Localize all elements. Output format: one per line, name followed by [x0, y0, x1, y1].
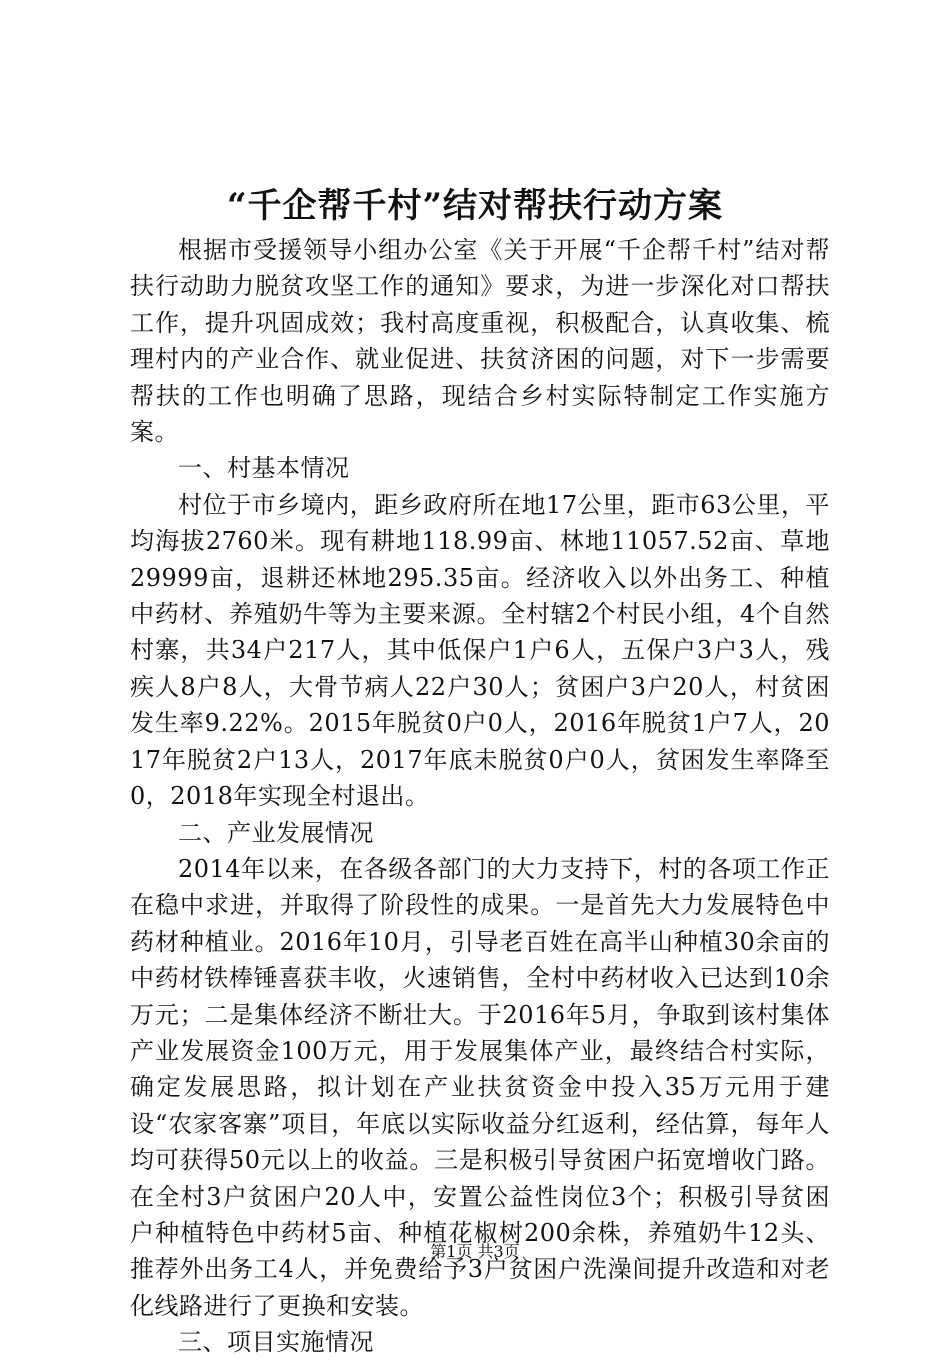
section-heading-industry: 二、产业发展情况 [178, 818, 374, 847]
section-heading-basic-info: 一、村基本情况 [178, 454, 350, 483]
section-body-basic-info: 村位于市乡境内，距乡政府所在地17公里，距市63公里，平均海拔2760米。现有耕地118.99亩、林地11057.52亩、草地29999亩，退耕还林地295.35亩。经济收入以外出务工、种植中药材、养殖奶牛等为主要来源。全村辖2个村民小组，4个自然村寨，共34户217人，其中低保户1户6人，五保户3户3人，残疾人8户8人，大骨节病人22户30人；贫困户3户20人，村贫困发生率9.22%。2015年脱贫0户0人，2016年脱贫1户7人，2017年脱贫2户13人，2017年底未脱贫0户0人，贫困发生率降至0，2018年实现全村退出。 [130, 490, 830, 811]
section-body-industry: 2014年以来，在各级各部门的大力支持下，村的各项工作正在稳中求进，并取得了阶段性的成果。一是首先大力发展特色中药材种植业。2016年10月，引导老百姓在高半山种植30余亩的中药材铁棒锤喜获丰收，火速销售，全村中药材收入已达到10余万元；二是集体经济不断壮大。于2016年5月，争取到该村集体产业发展资金100万元，用于发展集体产业，最终结合村实际，确定发展思路，拟计划在产业扶贫资金中投入35万元用于建设“农家客寨”项目，年底以实际收益分红返利，经估算，每年人均可获得50元以上的收益。三是积极引导贫困户拓宽增收门路。在全村3户贫困户20人中，安置公益性岗位3个；积极引导贫困户种植特色中药材5亩、种植花椒树200余株，养殖奶牛12头、推荐外出务工4人，并免费给予3户贫困户洗澡间提升改造和对老化线路进行了更换和安装。 [130, 854, 830, 1320]
intro-paragraph: 根据市受援领导小组办公室《关于开展“千企帮千村”结对帮扶行动助力脱贫攻坚工作的通知》要求，为进一步深化对口帮扶工作，提升巩固成效；我村高度重视，积极配合，认真收集、梳理村内的产业合作、就业促进、扶贫济困的问题，对下一步需要帮扶的工作也明确了思路，现结合乡村实际特制定工作实施方案。 [130, 236, 830, 447]
document-title: “千企帮千村”结对帮扶行动方案 [226, 186, 724, 226]
page-number: 第1页 共3页 [430, 1242, 520, 1261]
document-body [130, 232, 830, 1361]
section-heading-projects: 三、项目实施情况 [178, 1328, 374, 1357]
